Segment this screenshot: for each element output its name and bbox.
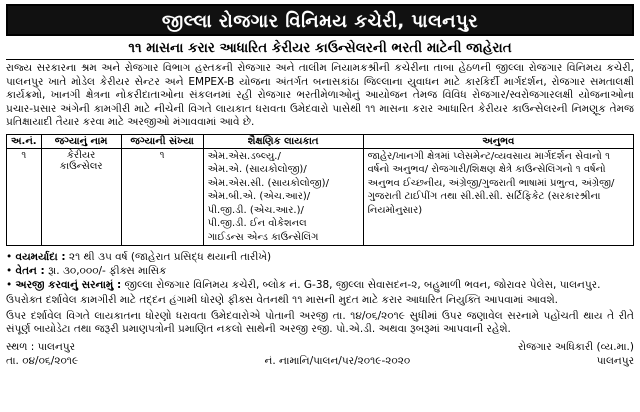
bullet-icon: • xyxy=(6,251,16,263)
cell-post: કેરીયર કાઉન્સેલર xyxy=(41,148,121,246)
cell-count: ૧ xyxy=(121,148,203,246)
col-count: જગ્યાની સંખ્યા xyxy=(121,134,203,148)
date: તા. ૦૪/૦૬/૨૦૧૯ xyxy=(6,354,79,367)
cell-qualification xyxy=(203,148,363,246)
age-limit xyxy=(6,250,634,264)
qualification-item: એમ.એસ.ડબ્લ્યુ./ xyxy=(207,150,281,162)
qualification-item: પી.જી.ડી. (એચ.આર.)/ xyxy=(207,204,304,216)
qualification-item: એમ.બી.એ. (એચ.આર)/ xyxy=(207,191,311,202)
bullet-icon: • xyxy=(6,279,16,291)
details-list xyxy=(6,250,634,292)
salary xyxy=(6,264,634,278)
date-row xyxy=(6,354,634,368)
appointment-paragraph: ઉપરોક્ત દર્શાવેલ કામગીરી માટે તદ્દન હંગામી ધોરણે ફીક્સ વેતનથી ૧૧ માસની મુદત માટે કરાર આધારિત નિયુક્તિ આપવામાં આવશે. xyxy=(6,294,559,306)
table-header-row xyxy=(7,134,634,148)
cell-experience: જાહેર/ખાનગી ક્ષેત્રમાં પ્લેસમેન્ટ/વ્યવસાય માર્ગદર્શન સેવાનો ૧ વર્ષનો અનુભવ/ રોજગારી/શિક્ષણ ક્ષેત્રે કાઉન્સેલિંગનો ૧ વર્ષનો અનુભવ ઈચ્છનીય, અંગ્રેજી/ગુજરાતી ભાષામાં પ્રભુત્વ, અંગ્રેજી/ગુજરાતી ટાઈપીંગ તથા સી.સી.સી. સર્ટિફિકેટ (સરકારશ્રીના નિયમોનુસાર) xyxy=(363,148,633,246)
officer-title: રોજગાર અધિકારી (વ્ય.મા.) xyxy=(518,340,634,353)
place: સ્થળ : પાલનપુર xyxy=(6,340,76,353)
col-post: જગ્યાનું નામ xyxy=(41,134,121,148)
signature-row xyxy=(6,340,634,354)
submission-paragraph: ઉપર દર્શાવેલ વિગતે લાયકાતના ધોરણો ધરાવતા ઉમેદવારોએ પોતાની અરજી તા. ૧૪/૦૬/૨૦૧૯ સુધીમાં ઉપર જણાવેલ સરનામે પહોંચતી થાય તે રીતે સંપૂર્ણ બાયોડેટા તથા જરૂરી પ્રમાણપત્રોની પ્રમાણિત નકલો સાથેની અરજી રજી. પો.એ.ડી. અથવા રૂબરૂમાં આપવાની રહેશે. xyxy=(6,309,634,335)
table-row xyxy=(7,148,634,246)
cell-sr: ૧ xyxy=(7,148,42,246)
salary-label: વેતન : xyxy=(15,265,45,277)
age-label: વયમર્યાદા : xyxy=(15,251,66,263)
bullet-icon: • xyxy=(6,265,16,277)
col-experience: અનુભવ xyxy=(363,134,633,148)
intro-paragraph: રાજ્ય સરકારના શ્રમ અને રોજગાર વિભાગ હસ્તકની રોજગાર અને તાલીમ નિયામકશ્રીની કચેરીના તાબા હેઠળની જીલ્લા રોજગાર વિનિમય કચેરી, પાલનપુર ખાતે મોડેલ કેરીયર સેન્ટર અને EMPEX-B યોજના અંતર્ગત બનાસકાંઠા જિલ્લાના યુવાધન માટે કારકિર્દી માર્ગદર્શન, રોજગાર સમતાલક્ષી કાર્યક્રમો, ખાનગી ક્ષેત્રના નોકરીદાતાઓના સંકલનમાં રહી રોજગાર ભરતીમેળાઓનું આયોજન તેમજ વિવિધ રોજગાર/સ્વરોજગારલક્ષી યોજનાઓના પ્રચાર-પ્રસાર અંગેની કામગીરી માટે નીચેની વિગતે લાયકાત ધરાવતા ઉમેદવારો પાસેથી ૧૧ માસના કરાર આધારિત કેરીયર કાઉન્સેલરની નિમણૂક તેમજ પ્રતિક્ષાયાદી તૈયાર કરવા માટે અરજીઓ મંગાવવામાં આવે છે. xyxy=(6,62,634,128)
office-title: જીલ્લા રોજગાર વિનિમય કચેરી, પાલનપુર xyxy=(6,4,634,36)
qualification-item: પી.જી.ડી. ઈન વોકેશનલ xyxy=(207,218,307,229)
reference-number: નં. નામાનિ/પાલન/પર/૨૦૧૯-૨૦૨૦ xyxy=(264,354,411,367)
qualification-item: ગાઈડન્સ એન્ડ કાઉન્સેલિંગ xyxy=(207,231,319,243)
application-address xyxy=(6,278,634,292)
qualification-item: એમ.એસ.સી. (સાયકોલોજી)/ xyxy=(207,177,329,189)
vacancy-table xyxy=(6,134,634,247)
address-value: જીલ્લા રોજગાર વિનિમય કચેરી, બ્લોક નં. G-38, જીલ્લા સેવાસદન-૨, બહુમાળી ભવન, જોરાવર પેલેસ, પાલનપુર. xyxy=(124,279,601,291)
col-sr: અ.નં. xyxy=(7,134,42,148)
qualification-item: એમ.એ. (સાયકોલોજી)/ xyxy=(207,164,307,175)
officer-place: પાલનપુર xyxy=(596,354,634,367)
age-value: ૨૧ થી ૩૫ વર્ષ (જાહેરાત પ્રસિદ્ધ થયાની તારીખે) xyxy=(68,251,272,263)
notice-title: ૧૧ માસના કરાર આધારિત કેરીયર કાઉન્સેલરની ભરતી માટેની જાહેરાત xyxy=(6,38,634,60)
address-label: અરજી કરવાનું સરનામું : xyxy=(15,279,122,291)
salary-value: રૂા. ૩૦,૦૦૦/- ફીક્સ માસિક xyxy=(48,265,167,277)
col-qualification: શૈક્ષણિક લાયકાત xyxy=(203,134,363,148)
